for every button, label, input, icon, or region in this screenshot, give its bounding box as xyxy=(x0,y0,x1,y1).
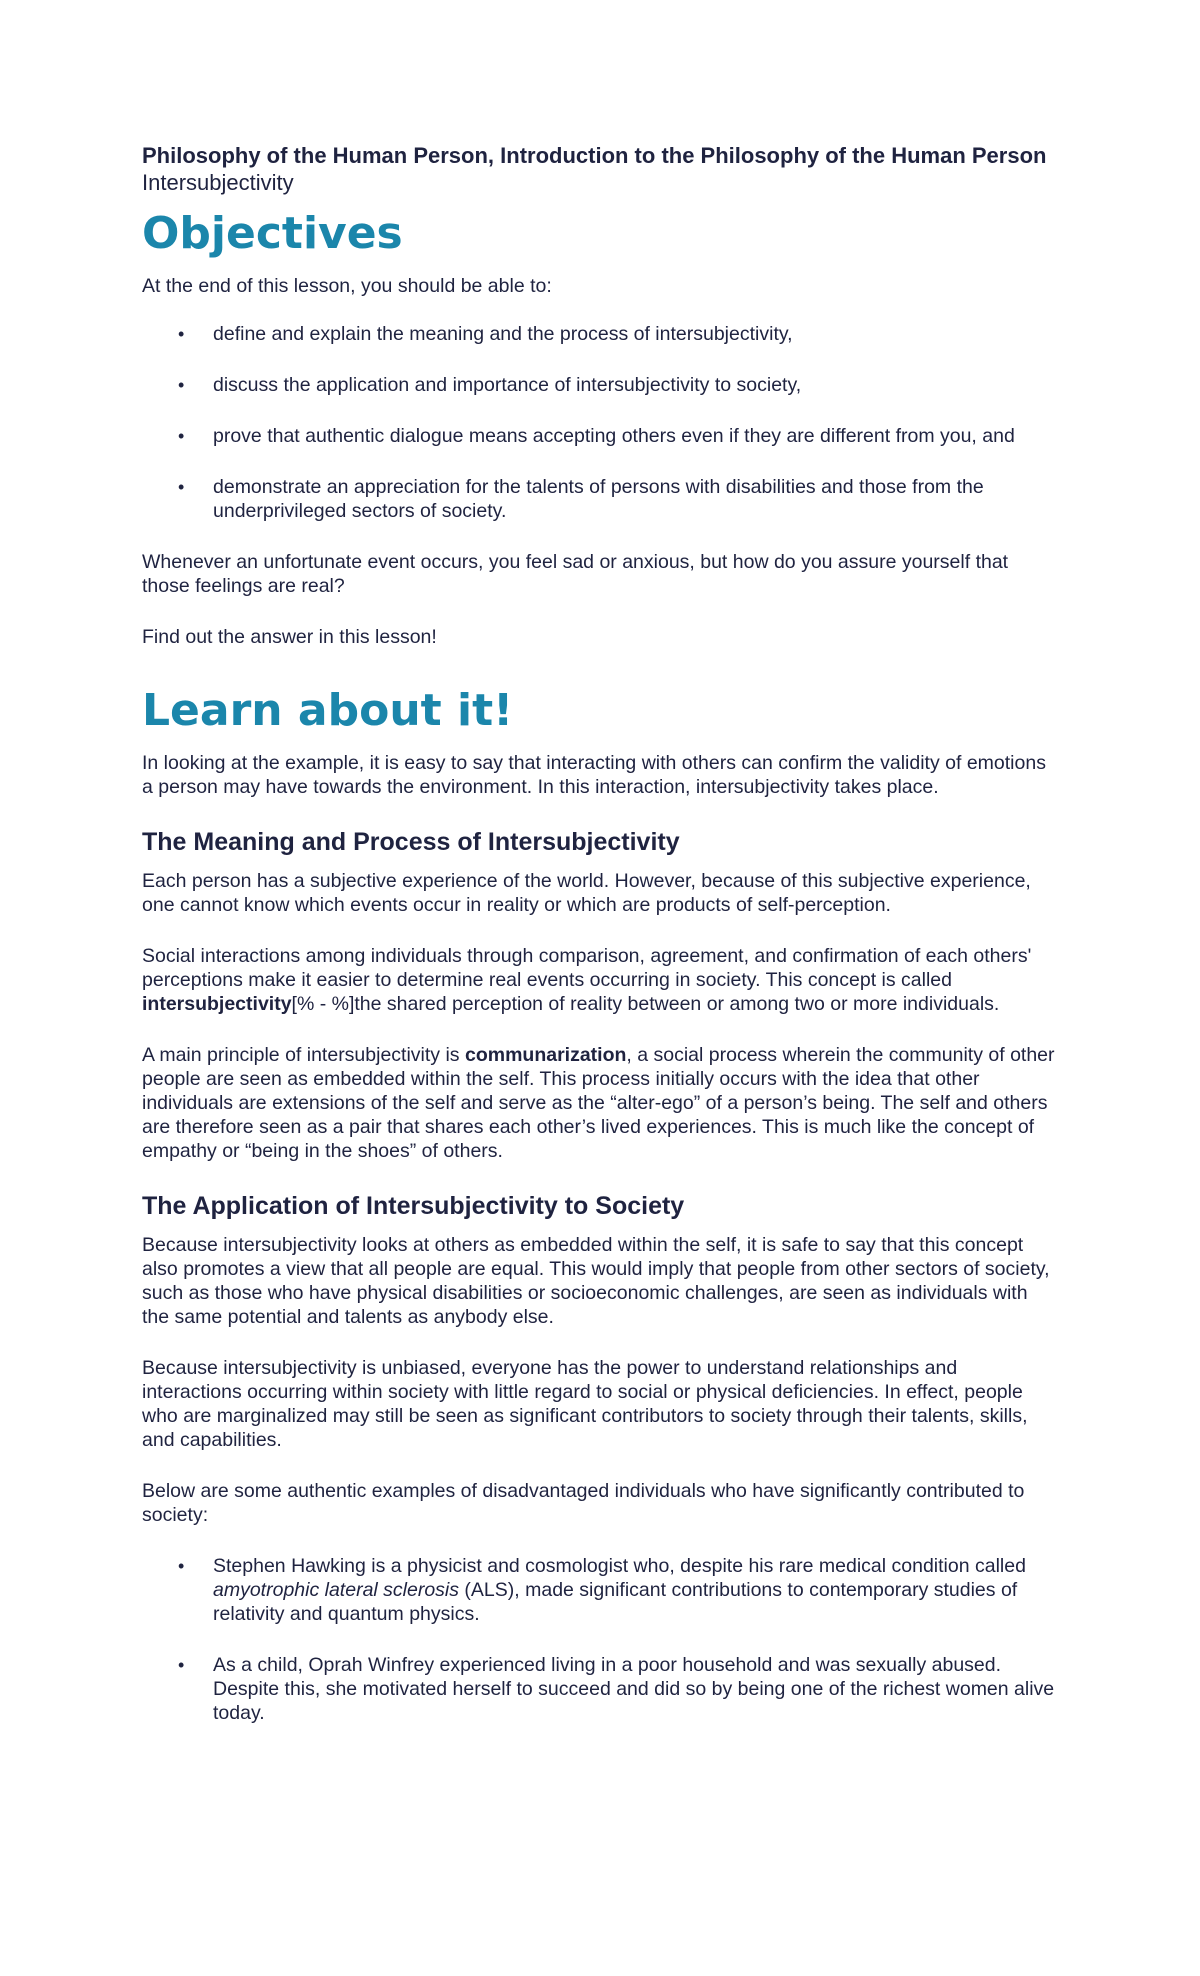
bullet-icon: • xyxy=(178,477,185,497)
term-intersubjectivity: intersubjectivity xyxy=(142,993,292,1015)
application-paragraph: Because intersubjectivity looks at others as embedded within the self, it is safe to say that this concept also promotes a view that all people are equal. This would imply that people from other sectors of society, such as those who have physical disabilities or socioeconomic challenges, are seen as individuals with the same potential and talents as anybody else. xyxy=(142,1234,1050,1328)
bullet-icon: • xyxy=(178,324,185,344)
document-title: Philosophy of the Human Person, Introduction to the Philosophy of the Human Person xyxy=(142,143,1047,168)
list-item: • As a child, Oprah Winfrey experienced living in a poor household and was sexually abused. Despite this, she motivated herself to succeed and did so by being one of the richest women alive today. xyxy=(178,1654,1055,1724)
term-als: amyotrophic lateral sclerosis xyxy=(213,1579,460,1601)
list-item: • define and explain the meaning and the process of intersubjectivity, xyxy=(178,323,793,345)
application-heading: The Application of Intersubjectivity to Society xyxy=(142,1192,685,1220)
list-item: • demonstrate an appreciation for the talents of persons with disabilities and those from the underprivileged sectors of society. xyxy=(178,476,984,522)
objectives-paragraph: Find out the answer in this lesson! xyxy=(142,626,437,648)
application-paragraph: Below are some authentic examples of disadvantaged individuals who have significantly contributed to society: xyxy=(142,1480,1025,1526)
meaning-paragraph: Social interactions among individuals through comparison, agreement, and confirmation of each others' perceptions make it easier to determine real events occurring in society. This concept is called intersubjectivity[% - %]the shared perception of reality between or among two or more individuals. xyxy=(142,945,1032,1015)
objectives-intro: At the end of this lesson, you should be able to: xyxy=(142,275,552,297)
application-paragraph: Because intersubjectivity is unbiased, everyone has the power to understand relationships and interactions occurring within society with little regard to social or physical deficiencies. In effect, people who are marginalized may still be seen as significant contributors to society through their talents, skills, and capabilities. xyxy=(142,1357,1028,1451)
meaning-paragraph: Each person has a subjective experience of the world. However, because of this subjective experience, one cannot know which events occur in reality or which are products of self-perception. xyxy=(142,870,1031,916)
objectives-heading: Objectives xyxy=(142,208,403,259)
bullet-icon: • xyxy=(178,1556,185,1576)
examples-list xyxy=(142,1554,1060,1725)
bullet-icon: • xyxy=(178,375,185,395)
bullet-icon: • xyxy=(178,426,185,446)
learn-heading: Learn about it! xyxy=(142,685,514,736)
list-item: • Stephen Hawking is a physicist and cosmologist who, despite his rare medical condition called amyotrophic lateral sclerosis (ALS), made significant contributions to contemporary studies of relativity and quantum physics. xyxy=(178,1555,1026,1625)
list-item: • discuss the application and importance of intersubjectivity to society, xyxy=(178,374,802,396)
document-subtitle: Intersubjectivity xyxy=(142,170,294,195)
objectives-list xyxy=(142,322,1060,523)
list-item: • prove that authentic dialogue means accepting others even if they are different from you, and xyxy=(178,425,1015,447)
bullet-icon: • xyxy=(178,1655,185,1675)
objectives-paragraph: Whenever an unfortunate event occurs, you feel sad or anxious, but how do you assure yourself that those feelings are real? xyxy=(142,551,1009,597)
meaning-heading: The Meaning and Process of Intersubjectivity xyxy=(142,828,680,856)
meaning-paragraph: A main principle of intersubjectivity is communarization, a social process wherein the community of other people are seen as embedded within the self. This process initially occurs with the idea that other individuals are extensions of the self and serve as the “alter-ego” of a person’s being. The self and others are therefore seen as a pair that shares each other’s lived experiences. This is much like the concept of empathy or “being in the shoes” of others. xyxy=(142,1044,1055,1162)
term-communarization: communarization xyxy=(464,1044,627,1066)
learn-paragraph: In looking at the example, it is easy to say that interacting with others can confirm the validity of emotions a person may have towards the environment. In this interaction, intersubjectivity takes place. xyxy=(142,752,1046,798)
